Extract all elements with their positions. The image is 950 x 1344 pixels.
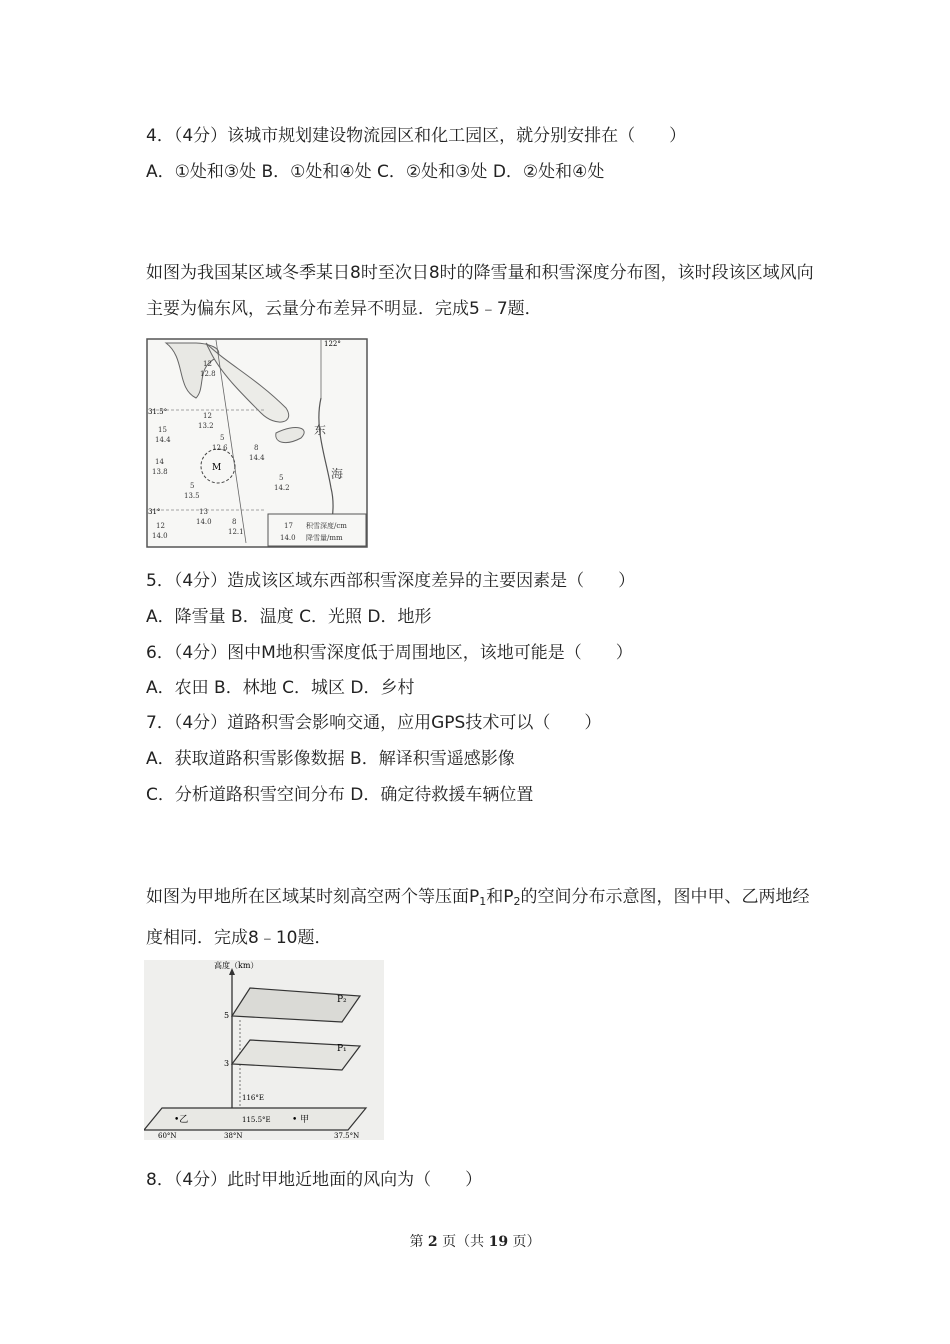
station-depth: 14 [155, 458, 164, 466]
question-7-options-row1: A．获取道路积雪影像数据 B．解译积雪遥感影像 [146, 749, 515, 769]
station-depth: 15 [158, 426, 167, 434]
station-depth: 8 [254, 444, 259, 452]
map-lat-bottom: 31° [148, 508, 161, 516]
station-snowfall: 14.2 [274, 484, 290, 492]
page-footer: 第 2 页（共 19 页） [409, 1234, 541, 1250]
station-snowfall: 12.6 [212, 444, 228, 452]
station-snowfall: 12.1 [228, 528, 244, 536]
station-snowfall: 13.5 [184, 492, 200, 500]
map-lat-mid: 31.5° [148, 408, 168, 416]
question-6-options: A．农田 B．林地 C．城区 D．乡村 [146, 678, 415, 698]
question-4-options: A．①处和③处 B．①处和④处 C．②处和③处 D．②处和④处 [146, 162, 605, 182]
question-7-options-row2: C．分析道路积雪空间分布 D．确定待救援车辆位置 [146, 785, 534, 805]
station-snowfall: 12.8 [200, 370, 216, 378]
station-depth: 5 [220, 434, 225, 442]
station-depth: 5 [279, 474, 284, 482]
station-snowfall: 14.0 [196, 518, 212, 526]
legend-depth-value: 17 [284, 522, 293, 530]
legend-snowfall-label: 降雪量/mm [306, 534, 343, 542]
question-7-stem: 7．（4分）道路积雪会影响交通，应用GPS技术可以（ ） [146, 713, 602, 733]
lon-115-5: 115.5°E [242, 1116, 271, 1124]
question-5-stem: 5．（4分）造成该区域东西部积雪深度差异的主要因素是（ ） [146, 571, 636, 591]
station-depth: 12 [203, 412, 212, 420]
station-snowfall: 14.0 [152, 532, 168, 540]
legend-depth-label: 积雪深度/cm [306, 522, 347, 530]
lat-60: 60°N [158, 1132, 177, 1140]
p2-label: P₂ [337, 995, 347, 1005]
lat-38: 38°N [224, 1132, 243, 1140]
station-snowfall: 14.4 [249, 454, 265, 462]
p1-label: P₁ [337, 1044, 347, 1054]
map-lon-label: 122° [324, 340, 341, 348]
station-depth: 5 [190, 482, 195, 490]
sea-label-sea: 海 [331, 467, 344, 481]
height-axis-label: 高度（km） [214, 961, 259, 970]
question-8-stem: 8．（4分）此时甲地近地面的风向为（ ） [146, 1170, 483, 1190]
question-5-options: A．降雪量 B．温度 C．光照 D．地形 [146, 607, 432, 627]
map-m-label: M [212, 463, 222, 473]
snowfall-map-figure [146, 338, 368, 548]
sea-label-east: 东 [314, 423, 327, 437]
station-depth: 12 [203, 360, 212, 368]
tick-3: 3 [224, 1059, 230, 1068]
tick-5: 5 [224, 1011, 230, 1020]
station-depth: 8 [232, 518, 237, 526]
intro-paragraph-5-7: 如图为我国某区域冬季某日8时至次日8时的降雪量和积雪深度分布图，该时段该区域风向主要为偏东风，云量分布差异不明显．完成5﹣7题． [146, 263, 814, 319]
station-depth: 13 [199, 508, 208, 516]
station-snowfall: 13.8 [152, 468, 168, 476]
station-depth: 12 [156, 522, 165, 530]
pressure-surface-figure [144, 960, 384, 1140]
lon-116: 116°E [242, 1094, 264, 1102]
question-4-stem: 4．（4分）该城市规划建设物流园区和化工园区，就分别安排在（ ） [146, 126, 687, 146]
lat-37-5: 37.5°N [334, 1132, 360, 1140]
station-snowfall: 13.2 [198, 422, 214, 430]
legend-snowfall-value: 14.0 [280, 534, 296, 542]
question-6-stem: 6．（4分）图中M地积雪深度低于周围地区，该地可能是（ ） [146, 643, 633, 663]
station-snowfall: 14.4 [155, 436, 171, 444]
yi-label: •乙 [174, 1115, 189, 1125]
jia-label: • 甲 [292, 1115, 310, 1125]
intro-paragraph-8-10: 如图为甲地所在区域某时刻高空两个等压面$P_1$和$P_2$的空间分布示意图，图中甲、乙两地经度相同．完成8﹣10题． [146, 887, 810, 948]
